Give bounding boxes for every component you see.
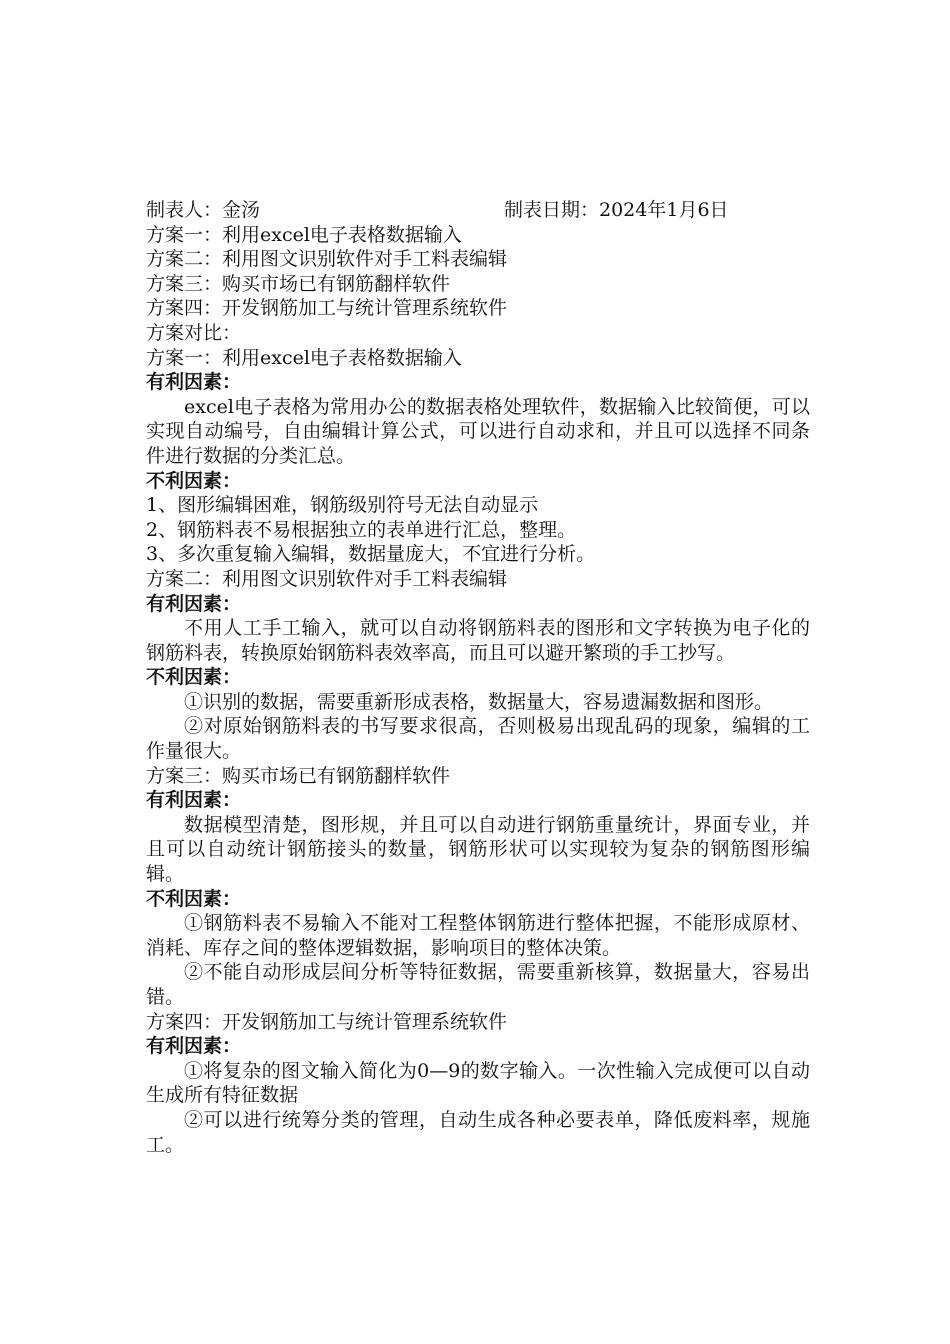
document-page xyxy=(146,198,810,1157)
pros-text: 不用人工手工输入，就可以自动将钢筋料表的图形和文字转换为电子化的钢筋料表，转换原始钢筋料表效率高，而且可以避开繁琐的手工抄写。 xyxy=(146,617,810,664)
pros-heading: 有利因素： xyxy=(146,592,242,615)
pros-heading: 有利因素： xyxy=(146,789,242,812)
comparison-label: 方案对比： xyxy=(146,321,242,344)
plan-item: 方案二：利用图文识别软件对手工料表编辑 xyxy=(146,248,508,271)
pros-heading: 有利因素： xyxy=(146,371,242,394)
section-title: 方案四：开发钢筋加工与统计管理系统软件 xyxy=(146,1010,508,1033)
cons-heading: 不利因素： xyxy=(146,469,242,492)
prepared-date: 制表日期：2024年1月6日 xyxy=(504,199,729,221)
pros-heading: 有利因素： xyxy=(146,1035,242,1058)
pros-item: ①将复杂的图文输入简化为0—9的数字输入。一次性输入完成便可以自动生成所有特征数据 xyxy=(146,1059,810,1107)
cons-heading: 不利因素： xyxy=(146,666,242,689)
preparer: 制表人：金汤 xyxy=(146,199,261,221)
pros-text: 数据模型清楚，图形规，并且可以自动进行钢筋重量统计，界面专业，并且可以自动统计钢筋接头的数量，钢筋形状可以实现较为复杂的钢筋图形编辑。 xyxy=(146,813,810,886)
cons-item: 3、多次重复输入编辑，数据量庞大，不宜进行分析。 xyxy=(146,543,596,566)
plan-item: 方案三：购买市场已有钢筋翻样软件 xyxy=(146,272,451,295)
cons-item: 2、钢筋料表不易根据独立的表单进行汇总，整理。 xyxy=(146,518,577,541)
document-header xyxy=(146,198,810,223)
plan-item: 方案四：开发钢筋加工与统计管理系统软件 xyxy=(146,297,508,320)
section-title: 方案三：购买市场已有钢筋翻样软件 xyxy=(146,764,451,787)
section-title: 方案一：利用excel电子表格数据输入 xyxy=(146,346,462,369)
cons-item: ②不能自动形成层间分析等特征数据，需要重新核算，数据量大，容易出错。 xyxy=(146,961,810,1008)
cons-item: 1、图形编辑困难，钢筋级别符号无法自动显示 xyxy=(146,494,539,517)
cons-heading: 不利因素： xyxy=(146,887,242,910)
pros-text: excel电子表格为常用办公的数据表格处理软件，数据输入比较简便，可以实现自动编号，自由编辑计算公式，可以进行自动求和，并且可以选择不同条件进行数据的分类汇总。 xyxy=(146,395,810,467)
plan-item: 方案一：利用excel电子表格数据输入 xyxy=(146,223,462,246)
cons-item: ①识别的数据，需要重新形成表格，数据量大，容易遗漏数据和图形。 xyxy=(184,690,774,713)
cons-item: ②对原始钢筋料表的书写要求很高，否则极易出现乱码的现象，编辑的工作量很大。 xyxy=(146,715,810,763)
cons-item: ①钢筋料表不易输入不能对工程整体钢筋进行整体把握，不能形成原材、消耗、库存之间的整体逻辑数据，影响项目的整体决策。 xyxy=(146,912,810,959)
pros-item: ②可以进行统筹分类的管理，自动生成各种必要表单，降低废料率，规施工。 xyxy=(146,1108,810,1156)
section-title: 方案二：利用图文识别软件对手工料表编辑 xyxy=(146,567,508,590)
